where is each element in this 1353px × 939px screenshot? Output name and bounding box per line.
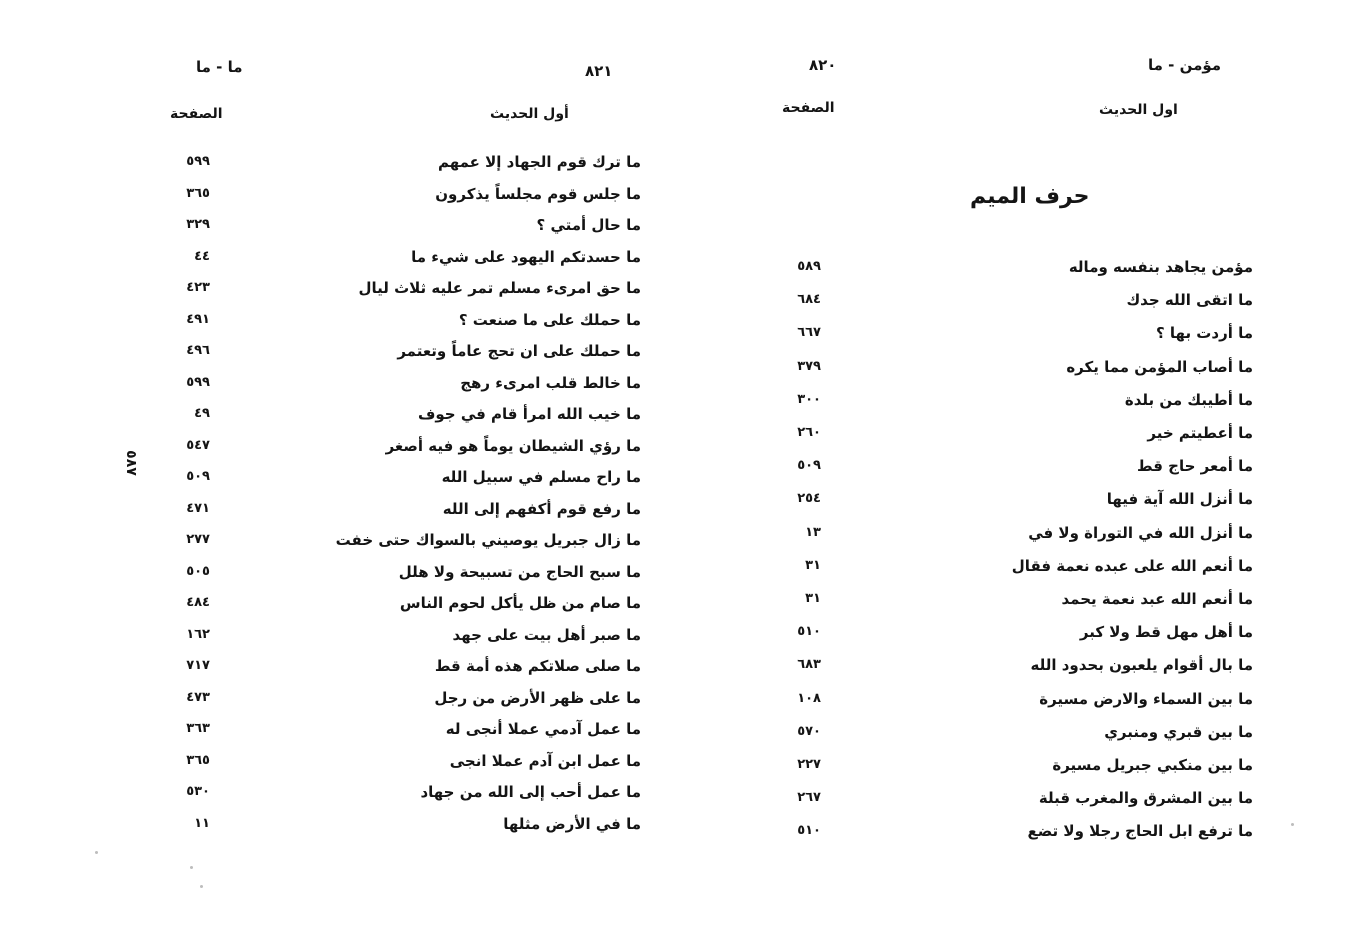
index-entry xyxy=(0,749,676,773)
page-reference: ٢٦٠ xyxy=(797,425,821,440)
column-header-page: الصفحة xyxy=(170,106,223,122)
hadith-opening: ما ترفع ابل الحاج رجلا ولا تضع xyxy=(1027,822,1253,841)
column-header-page: الصفحة xyxy=(782,100,835,116)
hadith-opening: ما اتقى الله جدك xyxy=(1126,291,1253,310)
page-reference: ٥١٠ xyxy=(797,624,821,640)
hadith-opening: ما بال أقوام يلعبون بحدود الله xyxy=(1030,656,1253,675)
column-header-hadith: اول الحديث xyxy=(1099,102,1178,118)
page-reference: ٥٧٠ xyxy=(797,723,821,739)
page-reference: ٤٧١ xyxy=(186,500,210,516)
index-entry xyxy=(676,321,1353,345)
page-reference: ٣٢٩ xyxy=(186,217,210,232)
page-reference: ٣٦٥ xyxy=(186,752,210,768)
index-entry xyxy=(676,255,1353,279)
hadith-opening: ما صام من ظل يأكل لحوم الناس xyxy=(399,594,641,612)
page-reference: ٣١ xyxy=(805,591,821,606)
page-reference: ٣١ xyxy=(805,557,821,573)
page-reference: ٤٩ xyxy=(194,406,210,421)
index-entry xyxy=(0,528,676,552)
running-head: مؤمن - ما xyxy=(1148,56,1222,74)
page-reference: ٤٤ xyxy=(194,248,210,264)
hadith-opening: ما بين السماء والارض مسيرة xyxy=(1039,689,1253,708)
hadith-opening: ما على ظهر الأرض من رجل xyxy=(434,688,641,707)
index-entry xyxy=(0,780,676,804)
hadith-opening: ما بين منكبي جبريل مسيرة xyxy=(1052,756,1253,774)
index-entry xyxy=(676,620,1353,644)
hadith-opening: ما أمعر حاج قط xyxy=(1137,457,1253,476)
page-number: ٨٢٠ xyxy=(809,56,837,74)
index-entry xyxy=(0,245,676,269)
index-entry xyxy=(0,402,676,426)
page-reference: ٤٢٣ xyxy=(186,280,210,295)
hadith-opening: ما خيب الله امرأ قام في جوف xyxy=(417,405,641,423)
index-entry xyxy=(676,421,1353,445)
hadith-opening: ما جلس قوم مجلساً يذكرون xyxy=(435,184,641,203)
hadith-opening: ما عمل أحب إلى الله من جهاد xyxy=(420,783,641,801)
index-entry xyxy=(0,591,676,615)
hadith-opening: ما بين قبري ومنبري xyxy=(1104,722,1253,741)
page-reference: ٦٨٤ xyxy=(797,292,821,308)
page-reference: ١٦٢ xyxy=(186,626,210,642)
hadith-opening: ما أنزل الله آية فيها xyxy=(1106,490,1253,509)
margin-note: ٥٨٧ xyxy=(122,450,139,476)
index-entry xyxy=(0,150,676,174)
page-reference: ٥٠٩ xyxy=(186,469,210,484)
index-entry xyxy=(676,487,1353,511)
page-reference: ٥٩٩ xyxy=(186,154,210,169)
page-reference: ٥٠٥ xyxy=(186,563,210,579)
hadith-opening: ما حملك على ان تحج عاماً وتعتمر xyxy=(397,342,641,360)
hadith-opening: ما سبح الحاج من تسبيحة ولا هلل xyxy=(398,562,641,581)
index-entry xyxy=(0,654,676,678)
index-entry xyxy=(0,339,676,363)
hadith-opening: ما خالط قلب امرىء رهج xyxy=(460,373,641,392)
page-reference: ٢٥٤ xyxy=(797,491,821,507)
page-reference: ٥٤٧ xyxy=(186,437,210,453)
index-entry xyxy=(0,623,676,647)
scan-speck xyxy=(95,851,98,854)
page-reference: ٢٢٧ xyxy=(797,757,821,772)
index-entry xyxy=(0,686,676,710)
hadith-opening: ما حسدتكم اليهود على شيء ما xyxy=(411,247,641,266)
index-entry xyxy=(676,786,1353,810)
page-reference: ٣٧٩ xyxy=(797,358,821,374)
hadith-opening: ما راح مسلم في سبيل الله xyxy=(441,468,641,486)
index-entry xyxy=(676,720,1353,744)
index-entry xyxy=(0,182,676,206)
index-entry xyxy=(0,560,676,584)
page-reference: ٥٨٩ xyxy=(797,259,821,274)
scan-speck xyxy=(190,866,193,869)
hadith-opening: ما رؤي الشيطان يوماً هو فيه أصغر xyxy=(385,436,641,455)
page-reference: ١١ xyxy=(194,815,210,831)
index-entry xyxy=(676,521,1353,545)
page-reference: ٣٦٥ xyxy=(186,185,210,201)
hadith-opening: ما أعطيتم خير xyxy=(1147,424,1253,442)
index-entry xyxy=(676,355,1353,379)
hadith-opening: ما أهل مهل قط ولا كبر xyxy=(1079,623,1253,642)
hadith-opening: مؤمن يجاهد بنفسه وماله xyxy=(1068,258,1253,276)
index-entry xyxy=(676,587,1353,611)
page-reference: ٥٣٠ xyxy=(186,784,210,799)
scan-speck xyxy=(1291,823,1294,826)
hadith-opening: ما صلى صلاتكم هذه أمة قط xyxy=(434,657,641,675)
page-number: ٨٢١ xyxy=(585,62,613,80)
hadith-opening: ما حملك على ما صنعت ؟ xyxy=(458,310,641,329)
index-entry xyxy=(0,465,676,489)
index-entry xyxy=(0,308,676,332)
hadith-opening: ما أنزل الله في التوراة ولا في xyxy=(1028,523,1253,542)
hadith-opening: ما حال أمتي ؟ xyxy=(536,216,641,234)
hadith-opening: ما زال جبريل يوصيني بالسواك حتى خفت xyxy=(335,531,641,549)
scan-speck xyxy=(200,885,203,888)
hadith-opening: ما أنعم الله عبد نعمة يحمد xyxy=(1061,590,1253,608)
page-reference: ٤٩٦ xyxy=(186,343,210,358)
index-entry xyxy=(676,454,1353,478)
page-reference: ٥٠٩ xyxy=(797,458,821,474)
index-entry xyxy=(676,753,1353,777)
right-page xyxy=(676,0,1353,939)
page-reference: ٣٠٠ xyxy=(797,391,821,407)
hadith-opening: ما عمل ابن آدم عملا انجى xyxy=(449,751,641,770)
index-entry xyxy=(0,434,676,458)
index-entry xyxy=(0,812,676,836)
hadith-opening: ما رفع قوم أكفهم إلى الله xyxy=(442,499,641,518)
hadith-opening: ما أردت بها ؟ xyxy=(1155,324,1253,343)
page-reference: ٥١٠ xyxy=(797,823,821,839)
left-page xyxy=(0,0,676,939)
hadith-opening: ما أطيبك من بلدة xyxy=(1124,390,1253,409)
column-header-hadith: أول الحديث xyxy=(490,106,569,122)
index-entry xyxy=(676,388,1353,412)
page-reference: ٢٦٧ xyxy=(797,790,821,806)
page-reference: ٦٦٧ xyxy=(797,325,821,341)
page-reference: ٤٩١ xyxy=(186,311,210,327)
hadith-opening: ما عمل آدمي عملا أنجى له xyxy=(445,720,641,738)
index-entry xyxy=(0,717,676,741)
index-entry xyxy=(0,276,676,300)
page-reference: ٧١٧ xyxy=(186,658,210,673)
hadith-opening: ما صبر أهل بيت على جهد xyxy=(452,625,641,644)
index-entry xyxy=(676,653,1353,677)
hadith-opening: ما ترك قوم الجهاد إلا عمهم xyxy=(437,153,641,171)
page-reference: ٢٧٧ xyxy=(186,532,210,547)
page-reference: ١٠٨ xyxy=(797,690,821,706)
index-entry xyxy=(0,497,676,521)
index-entry xyxy=(0,371,676,395)
page-reference: ٣٦٣ xyxy=(186,721,210,736)
index-entry xyxy=(0,213,676,237)
hadith-opening: ما في الأرض مثلها xyxy=(503,814,641,833)
running-head: ما - ما xyxy=(196,58,243,76)
hadith-opening: ما أنعم الله على عبده نعمة فقال xyxy=(1011,556,1253,575)
index-entry xyxy=(676,687,1353,711)
hadith-opening: ما بين المشرق والمغرب قبلة xyxy=(1038,789,1253,808)
hadith-opening: ما أصاب المؤمن مما يكره xyxy=(1066,357,1253,376)
page-reference: ١٣ xyxy=(805,524,821,540)
page-reference: ٤٨٤ xyxy=(186,595,210,610)
hadith-opening: ما حق امرىء مسلم تمر عليه ثلاث ليال xyxy=(358,279,641,297)
section-title: حرف الميم xyxy=(970,184,1090,209)
index-entry xyxy=(676,819,1353,843)
page-reference: ٤٧٣ xyxy=(186,689,210,705)
page-reference: ٦٨٣ xyxy=(797,657,821,673)
page-reference: ٥٩٩ xyxy=(186,374,210,390)
index-entry xyxy=(676,554,1353,578)
index-entry xyxy=(676,288,1353,312)
